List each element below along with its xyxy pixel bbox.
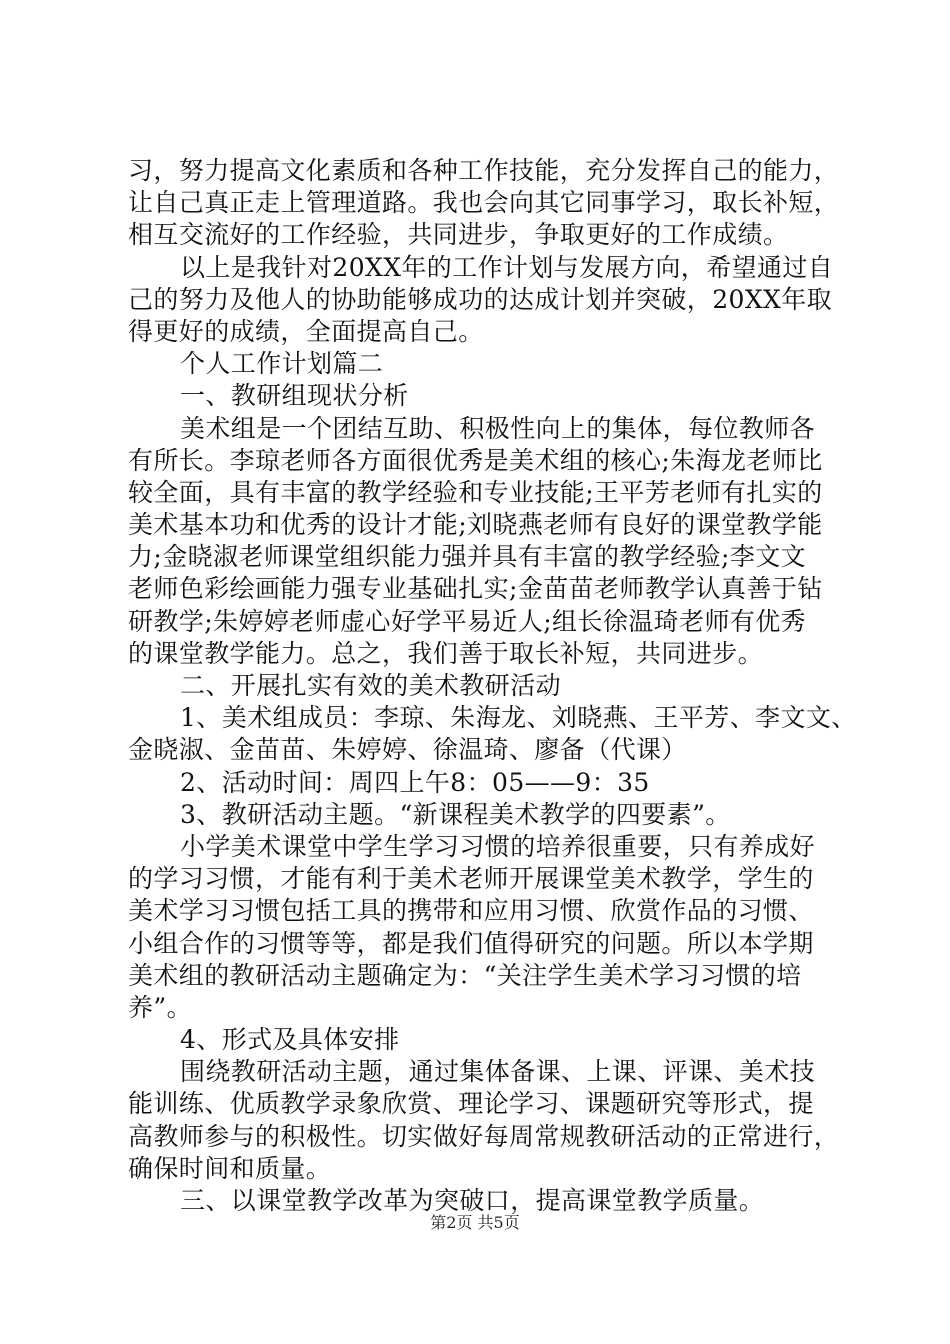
text-line: 较全面，具有丰富的教学经验和专业技能;王平芳老师有扎实的: [128, 477, 823, 507]
page-footer: 第2页 共5页: [430, 1213, 520, 1232]
text-line: 以上是我针对20XX年的工作计划与发展方向，希望通过自: [180, 252, 834, 282]
text-line: 己的努力及他人的协助能够成功的达成计划并突破，20XX年取: [128, 284, 833, 314]
text-line: 三、以课堂教学改革为突破口，提高课堂教学质量。: [180, 1186, 765, 1215]
text-line: 小组合作的习惯等等，都是我们值得研究的问题。所以本学期: [128, 928, 814, 958]
text-line: 得更好的成绩，全面提高自己。: [128, 316, 484, 346]
text-line: 的课堂教学能力。总之，我们善于取长补短，共同进步。: [128, 638, 764, 668]
text-line: 一、教研组现状分析: [180, 381, 409, 411]
text-line: 1、美术组成员：李琼、朱海龙、刘晓燕、王平芳、李文文、: [180, 703, 857, 733]
text-line: 金晓淑、金苗苗、朱婷婷、徐温琦、廖备（代课）: [128, 735, 687, 765]
text-line: 个人工作计划篇二: [180, 349, 384, 379]
text-line: 力;金晓淑老师课堂组织能力强并具有丰富的教学经验;李文文: [128, 542, 807, 572]
text-line: 让自己真正走上管理道路。我也会向其它同事学习，取长补短，: [128, 188, 840, 218]
text-line: 老师色彩绘画能力强专业基础扎实;金苗苗老师教学认真善于钻: [128, 574, 823, 604]
text-line: 4、形式及具体安排: [180, 1025, 400, 1055]
text-line: 研教学;朱婷婷老师虚心好学平易近人;组长徐温琦老师有优秀: [128, 606, 807, 636]
document-body: [128, 155, 857, 1217]
text-line: 高教师参与的积极性。切实做好每周常规教研活动的正常进行，: [128, 1121, 840, 1151]
text-line: 二、开展扎实有效的美术教研活动: [180, 671, 562, 700]
text-line: 美术组的教研活动主题确定为：“关注学生美术学习习惯的培: [128, 960, 802, 990]
text-line: 相互交流好的工作经验，共同进步，争取更好的工作成绩。: [128, 220, 789, 250]
text-line: 小学美术课堂中学生学习习惯的培养很重要，只有养成好: [180, 831, 816, 861]
text-line: 2、活动时间：周四上午8：05——9：35: [180, 767, 650, 797]
text-line: 习，努力提高文化素质和各种工作技能，充分发挥自己的能力，: [128, 156, 840, 185]
text-line: 美术组是一个团结互助、积极性向上的集体，每位教师各: [180, 413, 816, 443]
text-line: 围绕教研活动主题，通过集体备课、上课、评课、美术技: [180, 1057, 816, 1087]
text-line: 3、教研活动主题。“新课程美术教学的四要素”。: [180, 799, 731, 829]
text-line: 能训练、优质教学录象欣赏、理论学习、课题研究等形式，提: [128, 1089, 814, 1119]
text-line: 美术基本功和优秀的设计才能;刘晓燕老师有良好的课堂教学能: [128, 510, 823, 540]
text-line: 有所长。李琼老师各方面很优秀是美术组的核心;朱海龙老师比: [128, 445, 823, 475]
text-line: 美术学习习惯包括工具的携带和应用习惯、欣赏作品的习惯、: [128, 896, 814, 926]
text-line: 确保时间和质量。: [128, 1153, 332, 1183]
text-line: 养”。: [128, 992, 192, 1022]
text-line: 的学习习惯，才能有利于美术老师开展课堂美术教学，学生的: [128, 864, 814, 894]
